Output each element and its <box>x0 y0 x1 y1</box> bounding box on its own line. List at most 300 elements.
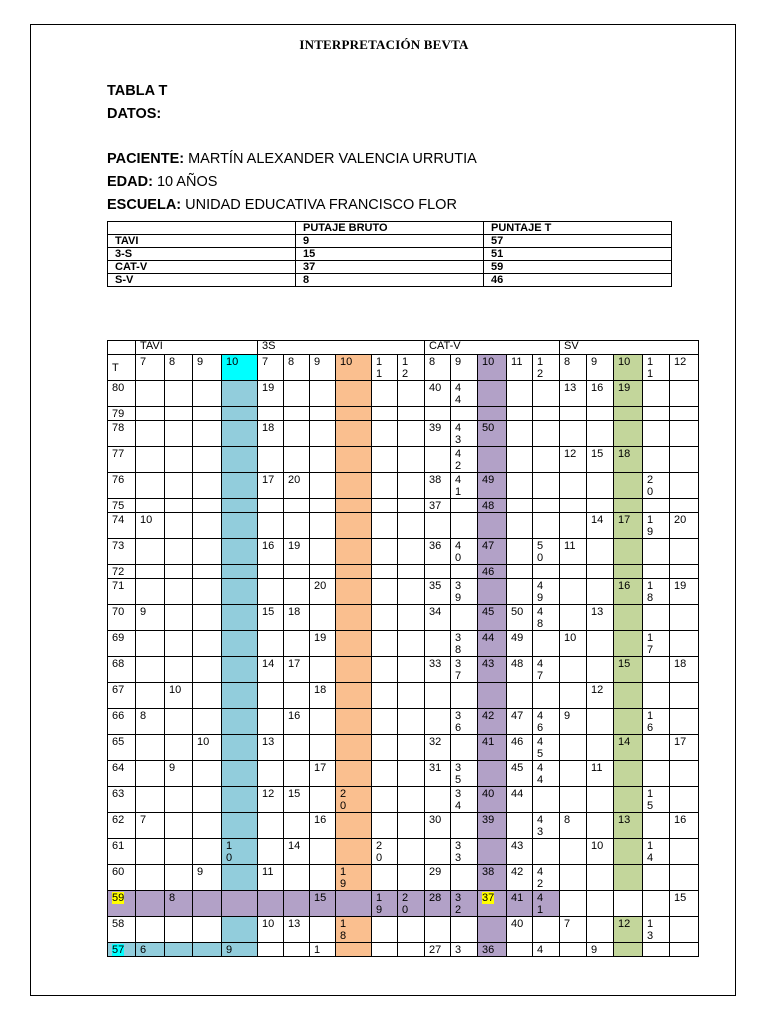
grid-cell <box>165 539 193 565</box>
grid-cell <box>336 539 372 565</box>
grid-cell <box>165 709 193 735</box>
grid-row <box>108 735 699 761</box>
grid-cell: 38 <box>425 473 451 499</box>
grid-cell <box>222 891 258 917</box>
grid-cell <box>284 565 310 579</box>
grid-cell <box>284 631 310 657</box>
grid-cell <box>336 447 372 473</box>
grid-cell: 32 <box>451 891 478 917</box>
grid-cell <box>336 407 372 421</box>
grid-cell <box>165 473 193 499</box>
grid-cell <box>372 447 398 473</box>
grid-cell <box>614 943 643 957</box>
grid-cell <box>643 381 670 407</box>
grid-cell <box>670 565 699 579</box>
grid-cell <box>136 499 165 513</box>
age-value: 10 AÑOS <box>152 174 218 190</box>
grid-cell: 39 <box>478 813 507 839</box>
grid-cell: 18 <box>336 917 372 943</box>
grid-cell: 41 <box>478 735 507 761</box>
grid-cell: 36 <box>478 943 507 957</box>
grid-cell <box>284 683 310 709</box>
grid-cell <box>284 421 310 447</box>
grid-cell <box>372 631 398 657</box>
grid-cell: 9 <box>587 943 614 957</box>
grid-cell: 38 <box>478 865 507 891</box>
grid-cell <box>560 513 587 539</box>
grid-cell: 20 <box>284 473 310 499</box>
grid-cell <box>398 499 425 513</box>
grid-subheader-cell: 10 <box>336 355 372 381</box>
grid-cell <box>560 683 587 709</box>
grid-cell: 40 <box>425 381 451 407</box>
grid-cell: 12 <box>587 683 614 709</box>
grid-cell <box>451 407 478 421</box>
grid-cell: 1 <box>310 943 336 957</box>
grid-cell: 44 <box>451 381 478 407</box>
grid-cell <box>136 381 165 407</box>
school-value: UNIDAD EDUCATIVA FRANCISCO FLOR <box>181 197 457 213</box>
grid-cell <box>258 761 284 787</box>
grid-cell <box>560 865 587 891</box>
grid-cell: 35 <box>425 579 451 605</box>
grid-cell <box>398 787 425 813</box>
grid-cell: 44 <box>478 631 507 657</box>
grid-cell <box>670 865 699 891</box>
grid-cell <box>398 447 425 473</box>
grid-cell <box>425 407 451 421</box>
grid-cell <box>614 865 643 891</box>
grid-cell <box>670 605 699 631</box>
grid-cell <box>372 513 398 539</box>
grid-cell <box>193 579 222 605</box>
grid-group-row <box>108 341 699 355</box>
grid-cell: 20 <box>670 513 699 539</box>
grid-cell <box>136 865 165 891</box>
grid-cell <box>193 943 222 957</box>
grid-cell <box>560 579 587 605</box>
patient-value: MARTÍN ALEXANDER VALENCIA URRUTIA <box>184 151 477 167</box>
grid-cell <box>165 381 193 407</box>
grid-row <box>108 381 699 407</box>
grid-cell <box>136 657 165 683</box>
grid-cell <box>670 539 699 565</box>
grid-cell <box>222 473 258 499</box>
grid-cell <box>136 447 165 473</box>
grid-cell <box>533 381 560 407</box>
grid-cell <box>193 683 222 709</box>
grid-row <box>108 813 699 839</box>
summary-cell: 59 <box>484 261 672 274</box>
grid-cell: 34 <box>451 787 478 813</box>
grid-cell: 14 <box>614 735 643 761</box>
grid-t-value: 79 <box>108 407 136 421</box>
grid-cell: 10 <box>136 513 165 539</box>
grid-cell <box>284 865 310 891</box>
grid-cell <box>336 761 372 787</box>
grid-t-value: 67 <box>108 683 136 709</box>
grid-cell <box>614 683 643 709</box>
grid-cell <box>451 865 478 891</box>
grid-cell: 15 <box>258 605 284 631</box>
grid-cell <box>336 891 372 917</box>
grid-cell <box>310 735 336 761</box>
summary-cell: TAVI <box>108 235 296 248</box>
grid-cell <box>222 709 258 735</box>
grid-cell: 17 <box>614 513 643 539</box>
grid-cell: 42 <box>451 447 478 473</box>
grid-cell: 14 <box>587 513 614 539</box>
grid-cell <box>614 539 643 565</box>
grid-cell <box>284 513 310 539</box>
grid-cell <box>193 513 222 539</box>
grid-cell: 50 <box>533 539 560 565</box>
grid-cell <box>507 499 533 513</box>
grid-cell <box>165 917 193 943</box>
grid-cell <box>258 499 284 513</box>
grid-cell <box>310 709 336 735</box>
grid-cell <box>284 761 310 787</box>
grid-cell <box>372 473 398 499</box>
grid-cell: 47 <box>478 539 507 565</box>
grid-cell <box>398 579 425 605</box>
grid-row <box>108 683 699 709</box>
grid-cell <box>560 891 587 917</box>
grid-subheader-cell: 12 <box>398 355 425 381</box>
summary-cell: 3-S <box>108 248 296 261</box>
summary-cell: 15 <box>296 248 484 261</box>
grid-cell <box>372 657 398 683</box>
grid-cell <box>560 735 587 761</box>
grid-cell <box>193 565 222 579</box>
grid-cell <box>165 421 193 447</box>
grid-cell <box>310 407 336 421</box>
grid-cell <box>222 499 258 513</box>
grid-cell <box>165 499 193 513</box>
grid-t-label: T <box>108 355 136 381</box>
grid-row <box>108 917 699 943</box>
grid-cell <box>284 447 310 473</box>
grid-cell <box>193 407 222 421</box>
grid-cell <box>587 865 614 891</box>
grid-cell <box>193 539 222 565</box>
summary-header-cell: PUNTAJE T <box>484 222 672 235</box>
grid-cell: 45 <box>507 761 533 787</box>
grid-cell <box>587 499 614 513</box>
grid-row <box>108 579 699 605</box>
grid-cell <box>614 891 643 917</box>
grid-cell <box>193 787 222 813</box>
grid-cell <box>587 657 614 683</box>
grid-cell <box>451 917 478 943</box>
grid-cell: 20 <box>310 579 336 605</box>
grid-cell <box>310 917 336 943</box>
grid-cell <box>310 865 336 891</box>
grid-cell: 49 <box>533 579 560 605</box>
grid-cell <box>451 683 478 709</box>
grid-cell <box>643 761 670 787</box>
grid-cell <box>614 407 643 421</box>
grid-cell: 18 <box>310 683 336 709</box>
grid-cell <box>372 735 398 761</box>
grid-cell <box>310 657 336 683</box>
grid-cell: 20 <box>372 839 398 865</box>
grid-cell <box>222 917 258 943</box>
grid-cell <box>136 539 165 565</box>
grid-cell <box>670 473 699 499</box>
grid-cell <box>258 943 284 957</box>
grid-cell <box>222 447 258 473</box>
grid-cell <box>560 943 587 957</box>
summary-cell: S-V <box>108 274 296 287</box>
grid-cell <box>670 943 699 957</box>
grid-cell: 37 <box>425 499 451 513</box>
grid-cell: 18 <box>670 657 699 683</box>
grid-cell <box>398 761 425 787</box>
summary-row <box>108 248 672 261</box>
grid-cell <box>193 499 222 513</box>
grid-cell: 16 <box>587 381 614 407</box>
grid-cell <box>372 499 398 513</box>
grid-cell: 15 <box>643 787 670 813</box>
grid-cell <box>507 683 533 709</box>
summary-cell: 51 <box>484 248 672 261</box>
grid-row <box>108 943 699 957</box>
grid-cell <box>136 473 165 499</box>
grid-cell: 7 <box>560 917 587 943</box>
grid-cell <box>643 865 670 891</box>
grid-cell <box>587 579 614 605</box>
grid-cell <box>533 421 560 447</box>
grid-cell <box>193 839 222 865</box>
grid-cell <box>670 683 699 709</box>
grid-cell <box>560 657 587 683</box>
grid-cell <box>372 865 398 891</box>
grid-cell <box>193 657 222 683</box>
grid-cell: 17 <box>310 761 336 787</box>
grid-cell <box>258 813 284 839</box>
grid-cell: 19 <box>670 579 699 605</box>
grid-cell: 19 <box>310 631 336 657</box>
grid-cell <box>284 381 310 407</box>
grid-cell <box>560 499 587 513</box>
grid-cell <box>643 499 670 513</box>
grid-cell <box>165 565 193 579</box>
grid-cell: 13 <box>560 381 587 407</box>
summary-header-row <box>108 222 672 235</box>
grid-cell: 34 <box>425 605 451 631</box>
grid-cell <box>222 865 258 891</box>
grid-cell <box>336 839 372 865</box>
grid-cell: 40 <box>507 917 533 943</box>
grid-cell <box>533 917 560 943</box>
grid-cell <box>478 407 507 421</box>
grid-cell: 11 <box>560 539 587 565</box>
grid-cell <box>507 539 533 565</box>
grid-cell <box>258 513 284 539</box>
grid-cell: 43 <box>451 421 478 447</box>
grid-cell <box>336 631 372 657</box>
grid-cell <box>614 839 643 865</box>
grid-cell <box>165 735 193 761</box>
grid-cell <box>478 513 507 539</box>
grid-cell <box>222 565 258 579</box>
grid-cell <box>193 631 222 657</box>
grid-cell: 50 <box>478 421 507 447</box>
grid-cell: 17 <box>670 735 699 761</box>
grid-cell <box>165 943 193 957</box>
grid-cell <box>478 917 507 943</box>
grid-cell <box>136 891 165 917</box>
grid-cell <box>310 381 336 407</box>
grid-row <box>108 891 699 917</box>
grid-cell: 46 <box>507 735 533 761</box>
grid-cell <box>136 565 165 579</box>
grid-cell <box>136 917 165 943</box>
summary-row <box>108 274 672 287</box>
grid-cell <box>643 539 670 565</box>
grid-cell <box>222 787 258 813</box>
grid-cell <box>670 447 699 473</box>
grid-cell <box>560 421 587 447</box>
grid-cell: 41 <box>507 891 533 917</box>
grid-subheader-cell: 9 <box>587 355 614 381</box>
grid-cell <box>372 381 398 407</box>
grid-cell: 36 <box>425 539 451 565</box>
grid-cell: 39 <box>425 421 451 447</box>
grid-t-value: 59 <box>108 891 136 917</box>
grid-cell <box>560 839 587 865</box>
grid-t-value: 71 <box>108 579 136 605</box>
grid-cell: 13 <box>284 917 310 943</box>
grid-cell: 41 <box>533 891 560 917</box>
grid-cell <box>258 839 284 865</box>
grid-cell: 49 <box>478 473 507 499</box>
grid-cell <box>425 787 451 813</box>
grid-t-value: 80 <box>108 381 136 407</box>
grid-cell: 14 <box>284 839 310 865</box>
grid-cell: 47 <box>507 709 533 735</box>
grid-cell: 3 <box>451 943 478 957</box>
grid-cell <box>372 539 398 565</box>
grid-cell <box>136 579 165 605</box>
grid-t-value: 75 <box>108 499 136 513</box>
grid-cell <box>451 813 478 839</box>
grid-cell <box>284 943 310 957</box>
age-line <box>107 174 217 190</box>
grid-cell: 17 <box>258 473 284 499</box>
grid-cell <box>310 605 336 631</box>
grid-row <box>108 407 699 421</box>
grid-cell <box>165 787 193 813</box>
grid-t-value: 60 <box>108 865 136 891</box>
grid-cell: 48 <box>533 605 560 631</box>
grid-cell <box>336 735 372 761</box>
grid-cell <box>451 735 478 761</box>
grid-subheader-cell: 9 <box>193 355 222 381</box>
grid-cell: 44 <box>533 761 560 787</box>
grid-cell: 27 <box>425 943 451 957</box>
grid-cell <box>587 917 614 943</box>
grid-cell <box>136 787 165 813</box>
grid-t-value: 78 <box>108 421 136 447</box>
grid-t-value: 61 <box>108 839 136 865</box>
grid-cell <box>222 813 258 839</box>
grid-subheader-cell: 11 <box>507 355 533 381</box>
grid-cell <box>222 579 258 605</box>
grid-cell <box>136 683 165 709</box>
grid-cell <box>258 709 284 735</box>
grid-t-value: 77 <box>108 447 136 473</box>
grid-cell <box>587 813 614 839</box>
grid-cell <box>643 735 670 761</box>
grid-cell <box>336 683 372 709</box>
grid-cell <box>425 631 451 657</box>
grid-cell <box>451 513 478 539</box>
grid-cell <box>284 579 310 605</box>
grid-cell <box>136 839 165 865</box>
summary-cell: CAT-V <box>108 261 296 274</box>
grid-cell <box>670 761 699 787</box>
grid-cell <box>310 539 336 565</box>
grid-subheader-cell: 9 <box>310 355 336 381</box>
grid-cell <box>336 473 372 499</box>
grid-row <box>108 447 699 473</box>
grid-cell <box>336 513 372 539</box>
school-line <box>107 197 457 213</box>
grid-cell <box>533 407 560 421</box>
grid-cell <box>165 447 193 473</box>
grid-cell <box>643 605 670 631</box>
grid-group-tavi: TAVI <box>136 341 258 355</box>
grid-cell <box>478 447 507 473</box>
grid-row <box>108 865 699 891</box>
grid-cell <box>258 683 284 709</box>
heading-datos: DATOS: <box>107 106 162 122</box>
grid-cell: 48 <box>507 657 533 683</box>
summary-cell: 57 <box>484 235 672 248</box>
grid-cell <box>398 839 425 865</box>
grid-cell <box>372 605 398 631</box>
grid-cell: 46 <box>533 709 560 735</box>
grid-corner <box>108 341 136 355</box>
grid-cell <box>284 407 310 421</box>
grid-cell <box>643 407 670 421</box>
grid-cell: 10 <box>165 683 193 709</box>
grid-cell: 17 <box>643 631 670 657</box>
grid-row <box>108 839 699 865</box>
grid-cell <box>478 381 507 407</box>
grid-cell: 18 <box>614 447 643 473</box>
grid-cell <box>560 761 587 787</box>
grid-cell <box>336 943 372 957</box>
grid-group-sv: SV <box>560 341 699 355</box>
summary-header-cell <box>108 222 296 235</box>
grid-cell: 48 <box>478 499 507 513</box>
grid-cell <box>398 917 425 943</box>
grid-cell <box>507 579 533 605</box>
grid-cell <box>478 839 507 865</box>
grid-cell: 47 <box>533 657 560 683</box>
grid-cell <box>670 839 699 865</box>
grid-group-cat-v: CAT-V <box>425 341 560 355</box>
grid-cell <box>398 683 425 709</box>
grid-cell <box>165 513 193 539</box>
grid-cell <box>425 565 451 579</box>
grid-cell <box>398 605 425 631</box>
grid-cell: 14 <box>643 839 670 865</box>
grid-cell: 13 <box>614 813 643 839</box>
